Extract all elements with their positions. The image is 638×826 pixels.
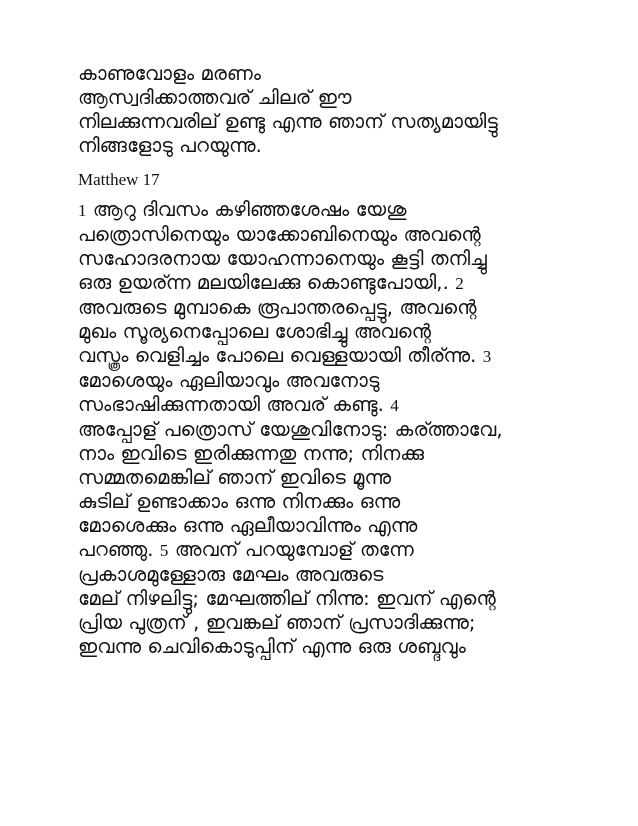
text-line	[78, 393, 578, 418]
verse-text: മേല് നിഴലിട്ടു; മേഘത്തില് നിന്നു: ഇവന് എന്റെ	[78, 587, 496, 610]
verse-text: പറഞ്ഞു.	[78, 538, 154, 561]
text-line	[78, 198, 578, 223]
document-page	[78, 62, 578, 659]
text-line	[78, 538, 578, 563]
verse-text: പ്രകാശമുള്ളോരു മേഘം അവരുടെ	[78, 563, 384, 586]
verse-text: കുടില് ഉണ്ടാക്കാം ഒന്നു നിനക്കും ഒന്നു	[78, 490, 401, 513]
text-line	[78, 635, 578, 659]
text-line	[78, 563, 578, 587]
chapter-heading: Matthew 17	[78, 170, 160, 189]
text-line: നിലക്കുന്നവരില് ഉണ്ടു എന്നു ഞാന് സത്യമായിട്ടു	[78, 110, 498, 133]
verse-text: പ്രിയ പുത്രന് , ഇവങ്കല് ഞാന് പ്രസാദിക്കുന്നു;	[78, 611, 476, 634]
text-line	[78, 587, 578, 611]
intro-paragraph	[78, 62, 578, 158]
verse-number: 2	[455, 274, 464, 293]
text-line: നിങ്ങളോടു പറയുന്നു.	[78, 134, 262, 157]
verse-paragraph	[78, 198, 578, 659]
text-line	[78, 223, 578, 247]
text-line	[78, 611, 578, 635]
text-line	[78, 271, 578, 296]
verse-number: 1	[78, 201, 87, 220]
text-line: കാണുവോളം മരണം	[78, 62, 262, 85]
verse-text: വസ്ത്രം വെളിച്ചം പോലെ വെള്ളയായി തീര്ന്നു.	[78, 344, 477, 367]
verse-number: 4	[390, 396, 399, 415]
text-line	[78, 514, 578, 538]
verse-number: 3	[482, 347, 492, 366]
text-line	[78, 296, 578, 320]
verse-text: സമ്മതമെങ്കില് ഞാന് ഇവിടെ മൂന്നു	[78, 466, 392, 489]
text-line	[78, 344, 578, 369]
text-line	[78, 466, 578, 490]
text-line	[78, 418, 578, 442]
verse-text: ഒരു ഉയര്ന്ന മലയിലേക്കു കൊണ്ടുപോയി,.	[78, 271, 449, 294]
verse-text: പത്രൊസിനെയും യാക്കോബിനെയും അവന്റെ	[78, 223, 481, 246]
verse-text: മോശെയും ഏലിയാവും അവനോടു	[78, 369, 380, 392]
text-line	[78, 369, 578, 393]
text-line	[78, 320, 578, 344]
text-line	[78, 442, 578, 466]
verse-text: ആറു ദിവസം കഴിഞ്ഞശേഷം യേശു	[92, 198, 407, 221]
text-line	[78, 490, 578, 514]
text-line	[78, 247, 578, 271]
verse-text: നാം ഇവിടെ ഇരിക്കുന്നതു നന്നു; നിനക്കു	[78, 442, 425, 465]
verse-text: സഹോദരനായ യോഹന്നാനെയും കൂട്ടി തനിച്ചു	[78, 247, 487, 270]
verse-text: സംഭാഷിക്കുന്നതായി അവര് കണ്ടു.	[78, 393, 384, 416]
verse-text: ഇവന്നു ചെവികൊടുപ്പിന് എന്നു ഒരു ശബ്ദവും	[78, 635, 466, 658]
verse-text: മുഖം സൂര്യനെപ്പോലെ ശോഭിച്ചു അവന്റെ	[78, 320, 432, 343]
verse-text: അപ്പോള് പത്രൊസ് യേശുവിനോടു: കര്ത്താവേ,	[78, 418, 503, 441]
verse-number: 5	[159, 541, 169, 560]
verse-text: മോശെക്കും ഒന്നു ഏലീയാവിന്നും എന്നു	[78, 514, 418, 537]
text-line: ആസ്വദിക്കാത്തവര് ചിലര് ഈ	[78, 86, 352, 109]
verse-text: അവരുടെ മുമ്പാകെ രൂപാന്തരപ്പെട്ടു, അവന്റെ	[78, 296, 477, 319]
verse-text: അവന് പറയുമ്പോള് തന്നേ	[174, 538, 414, 561]
